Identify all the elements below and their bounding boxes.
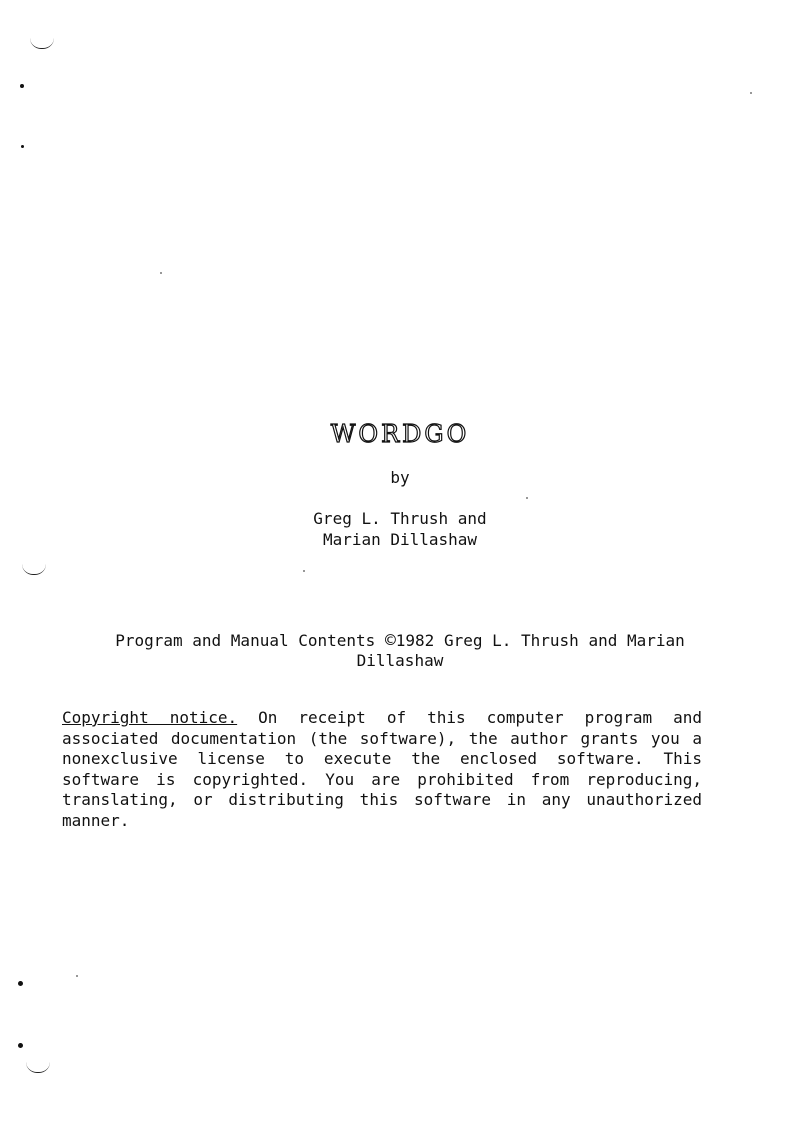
scan-speck (526, 497, 528, 499)
punch-dot (18, 1043, 23, 1048)
copyright-statement-continued: Dillashaw (356, 651, 444, 670)
scan-speck (76, 975, 78, 977)
notice-body: On receipt of this computer program and associated documentation (the software), the author grants you a nonexclusive license to execute the enclosed software. This software is copyrighted. You are prohibited from reproducing, translating, or distributing this software in any unauthorized manner. (62, 708, 702, 830)
binder-mark-middle (22, 564, 46, 575)
copyright-prefix: Program and Manual Contents (115, 631, 376, 650)
copyright-statement (0, 630, 800, 651)
document-title: WORDGO (330, 420, 470, 448)
scan-speck (160, 272, 162, 274)
copyright-symbol: © (384, 630, 396, 651)
notice-heading: Copyright notice. (62, 708, 238, 727)
punch-dot (20, 84, 24, 88)
copyright-notice (62, 708, 702, 831)
binder-mark-bottom (26, 1062, 50, 1073)
authors-line-2: Marian Dillashaw (322, 530, 478, 549)
copyright-year: 1982 (395, 631, 435, 650)
scan-speck (750, 92, 752, 94)
authors-line-1: Greg L. Thrush and (313, 509, 487, 528)
punch-dot (18, 981, 23, 986)
punch-dot (21, 145, 24, 148)
copyright-holders: Greg L. Thrush and Marian (443, 631, 685, 650)
scan-speck (303, 570, 305, 572)
byline: by (390, 468, 410, 487)
binder-mark-top (30, 38, 54, 49)
